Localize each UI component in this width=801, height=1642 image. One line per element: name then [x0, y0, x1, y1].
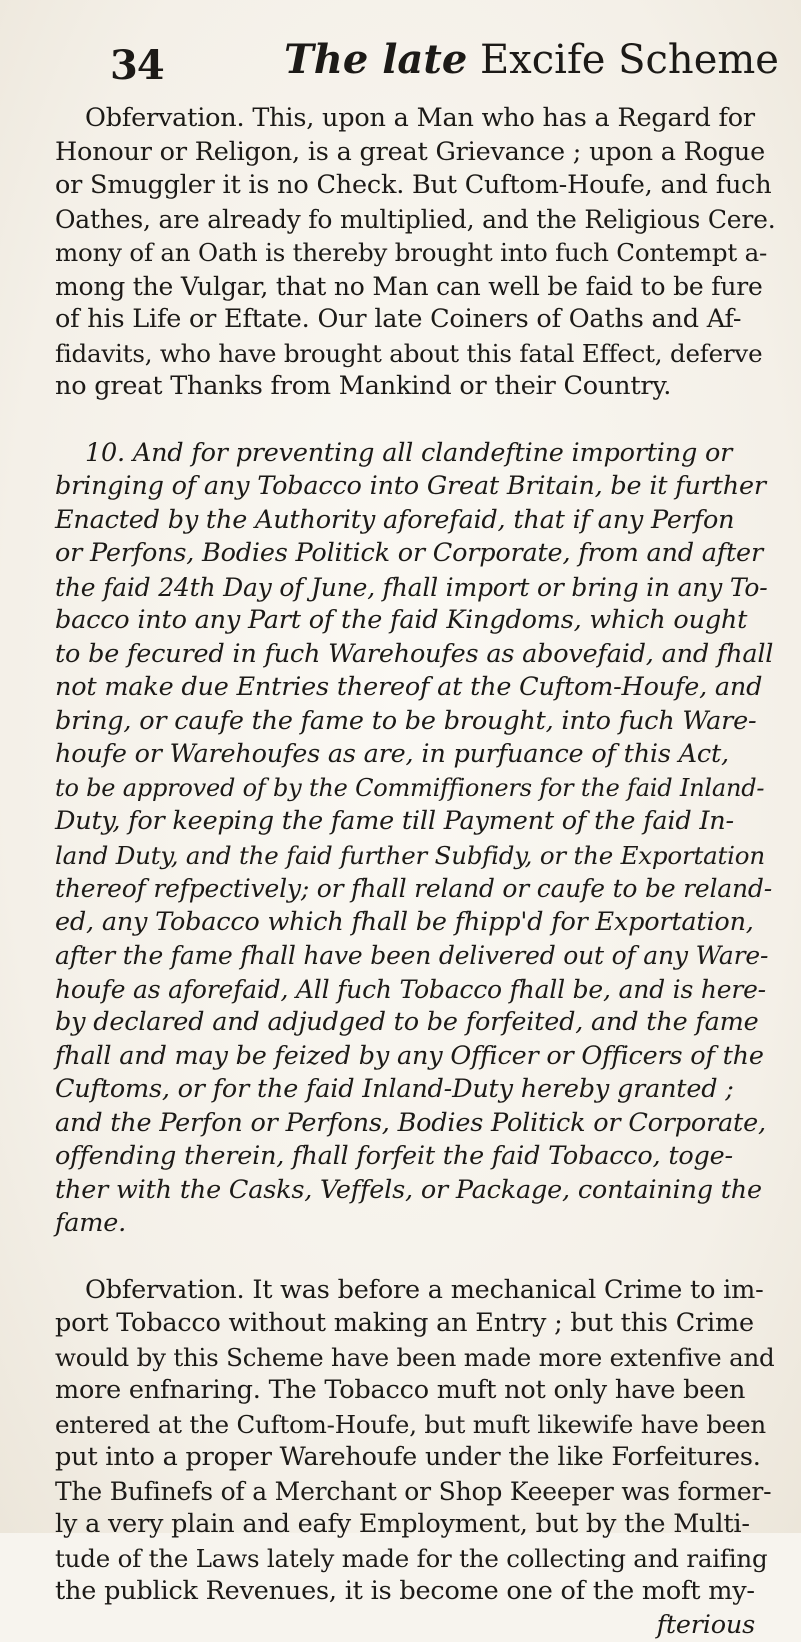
- text-line: thereof refpectively; or fhall reland or caufe to be reland-: [55, 872, 775, 906]
- text-line: Enacted by the Authority aforefaid, that if any Perfon: [55, 504, 775, 538]
- running-head-roman: Excife Scheme: [480, 37, 779, 83]
- text-line: the publick Revenues, it is become one of the moft my-: [55, 1575, 775, 1609]
- text-line: houfe as aforefaid, All fuch Tobacco fhall be, and is here-: [55, 973, 775, 1007]
- text-line: by declared and adjudged to be forfeited, and the fame: [55, 1006, 775, 1040]
- text-line: or Perfons, Bodies Politick or Corporate, from and after: [55, 537, 775, 571]
- text-line: Oathes, are already fo multiplied, and the Religious Cere.: [55, 203, 775, 237]
- text-line: offending therein, fhall forfeit the faid Tobacco, toge-: [55, 1140, 775, 1174]
- text-line: bacco into any Part of the faid Kingdoms, which ought: [55, 604, 775, 638]
- text-line: not make due Entries thereof at the Cuftom-Houfe, and: [55, 671, 775, 705]
- paragraph-observation-1: [55, 102, 775, 404]
- text-line: would by this Scheme have been made more extenfive and: [55, 1341, 775, 1375]
- page-header: [84, 36, 774, 96]
- text-line: ly a very plain and eafy Employment, but by the Multi-: [55, 1508, 775, 1542]
- text-line: Obfervation. This, upon a Man who has a Regard for: [55, 102, 775, 136]
- text-line: port Tobacco without making an Entry ; but this Crime: [55, 1307, 775, 1341]
- text-line: ther with the Casks, Veffels, or Package, containing the: [55, 1174, 775, 1208]
- text-line: bringing of any Tobacco into Great Britain, be it further: [55, 470, 775, 504]
- text-line: to be approved of by the Commiffioners for the faid Inland-: [55, 772, 775, 806]
- text-line: or Smuggler it is no Check. But Cuftom-Houfe, and fuch: [55, 169, 775, 203]
- text-line: the faid 24th Day of June, fhall import or bring in any To-: [55, 571, 775, 605]
- text-line: bring, or caufe the fame to be brought, into fuch Ware-: [55, 705, 775, 739]
- paragraph-gap: [55, 404, 775, 437]
- text-line: to be fecured in fuch Warehoufes as abovefaid, and fhall: [55, 638, 775, 672]
- running-head-italic: The late: [284, 36, 467, 83]
- text-line: of his Life or Eftate. Our late Coiners of Oaths and Af-: [55, 303, 775, 337]
- text-line: The Bufinefs of a Merchant or Shop Keeeper was former-: [55, 1475, 775, 1509]
- paragraph-gap: [55, 1241, 775, 1274]
- page-number: 34: [110, 42, 164, 89]
- text-line: fhall and may be feized by any Officer or Officers of the: [55, 1040, 775, 1074]
- text-line: mong the Vulgar, that no Man can well be faid to be fure: [55, 270, 775, 304]
- text-line: Cuftoms, or for the faid Inland-Duty hereby granted ;: [55, 1073, 775, 1107]
- text-line: entered at the Cuftom-Houfe, but muft likewife have been: [55, 1408, 775, 1442]
- text-line: fidavits, who have brought about this fatal Effect, deferve: [55, 337, 775, 371]
- text-line: ed, any Tobacco which fhall be fhipp'd for Exportation,: [55, 906, 775, 940]
- text-line: tude of the Laws lately made for the collecting and raifing: [55, 1542, 775, 1576]
- text-line: Honour or Religon, is a great Grievance ; upon a Rogue: [55, 136, 775, 170]
- text-line: after the fame fhall have been delivered out of any Ware-: [55, 939, 775, 973]
- paragraph-clause-10: [55, 437, 775, 1241]
- text-line: put into a proper Warehoufe under the like Forfeitures.: [55, 1441, 775, 1475]
- text-line: Duty, for keeping the fame till Payment of the faid In-: [55, 805, 775, 839]
- text-line: more enfnaring. The Tobacco muft not only have been: [55, 1374, 775, 1408]
- text-line: and the Perfon or Perfons, Bodies Politick or Corporate,: [55, 1107, 775, 1141]
- running-head: [284, 36, 779, 83]
- paragraph-observation-2: [55, 1274, 775, 1609]
- text-line: land Duty, and the faid further Subfidy, or the Exportation: [55, 839, 775, 873]
- body-text: [55, 102, 775, 1642]
- text-line: fame.: [55, 1207, 775, 1241]
- text-line: houfe or Warehoufes as are, in purfuance of this Act,: [55, 738, 775, 772]
- text-line: 10. And for preventing all clandeftine importing or: [55, 437, 775, 471]
- text-line: Obfervation. It was before a mechanical Crime to im-: [55, 1274, 775, 1308]
- text-line: mony of an Oath is thereby brought into fuch Contempt a-: [55, 236, 775, 270]
- catchword: fterious: [55, 1609, 775, 1642]
- text-line: no great Thanks from Mankind or their Country.: [55, 370, 775, 404]
